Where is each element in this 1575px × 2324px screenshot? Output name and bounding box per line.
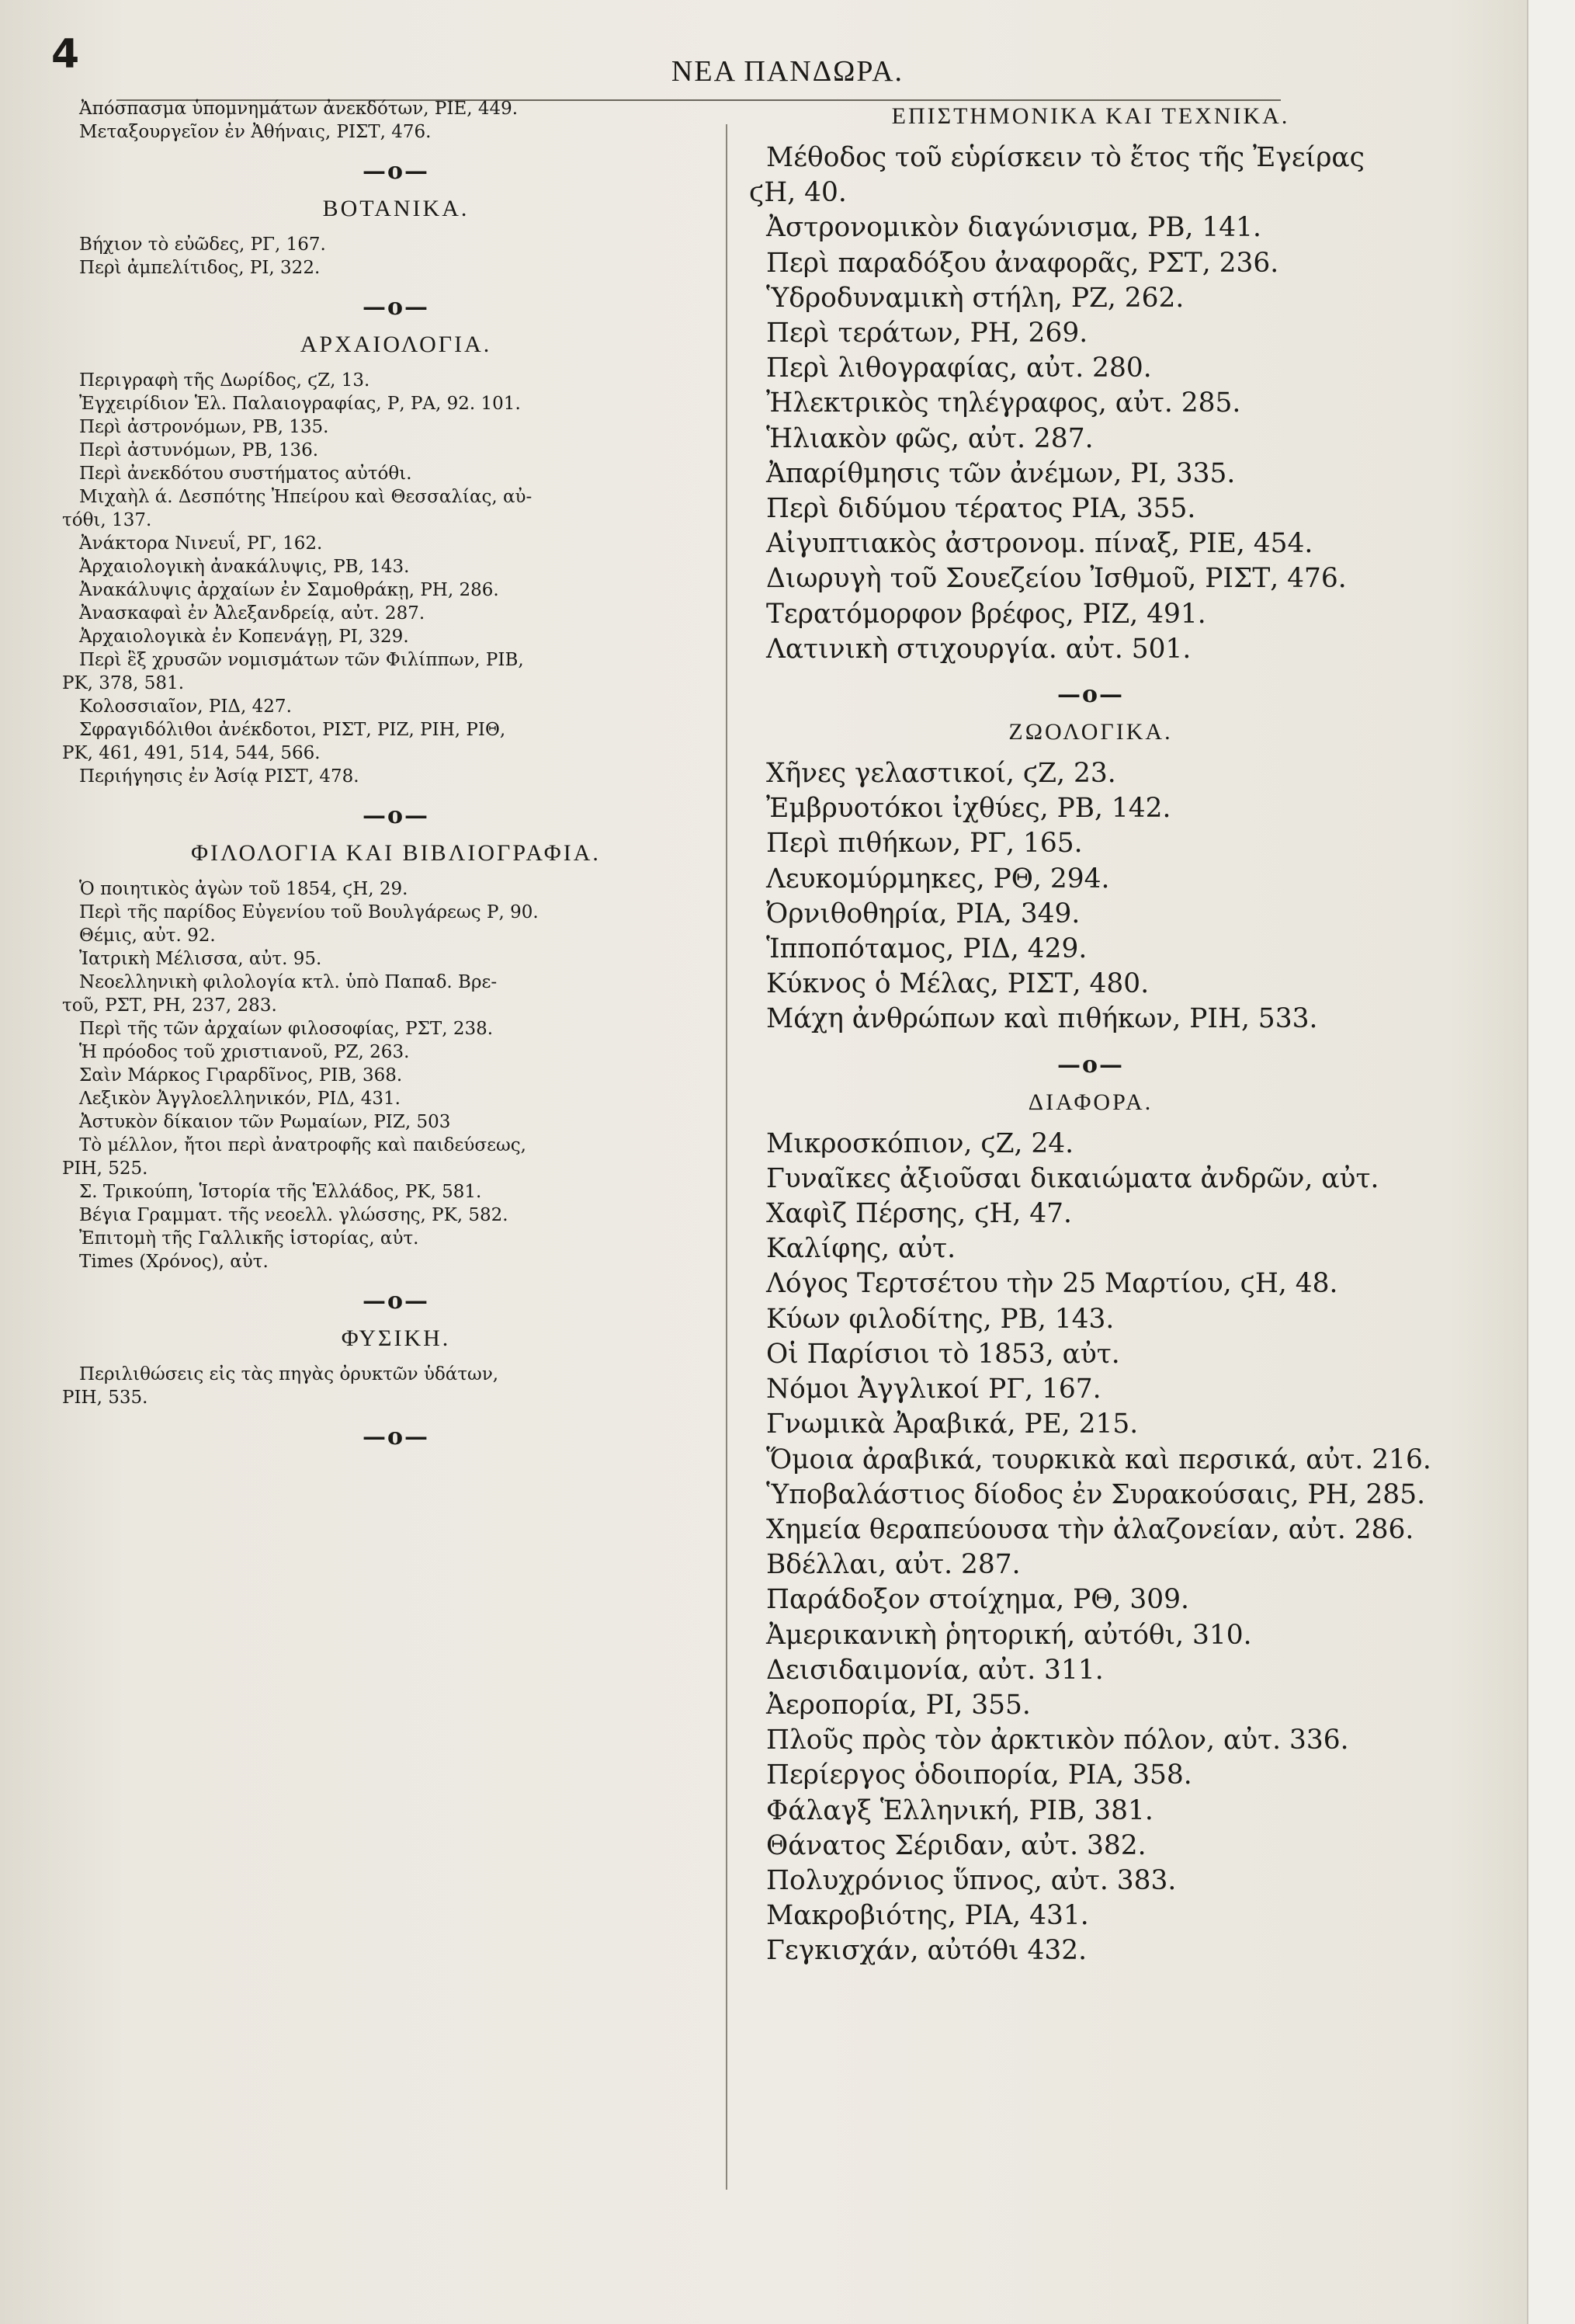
section-separator: —o— — [362, 802, 429, 829]
section-title: ΑΡΧΑΙΟΛΟΓΙΑ. — [300, 332, 492, 357]
index-entry: Μικροσκόπιον, ϛΖ, 24. — [766, 1127, 1074, 1159]
index-entry: Ἀνακάλυψις ἀρχαίων ἐν Σαμοθράκῃ, ΡΗ, 286. — [79, 580, 499, 600]
section-title: ΔΙΑΦΟΡΑ. — [1028, 1089, 1153, 1115]
section-title: ΖΩΟΛΟΓΙΚΑ. — [1008, 719, 1173, 745]
index-entry: Ἐγχειρίδιον Ἑλ. Παλαιογραφίας, Ρ, ΡΑ, 92. 101. — [79, 394, 521, 414]
section-title: ΦΙΛΟΛΟΓΙΑ ΚΑΙ ΒΙΒΛΙΟΓΡΑΦΙΑ. — [191, 840, 601, 866]
index-entry: Θέμις, αὐτ. 92. — [79, 926, 216, 946]
index-entry: Χαφὶζ Πέρσης, ϛΗ, 47. — [766, 1198, 1072, 1230]
index-entry: Ἐμβρυοτόκοι ἰχθύες, ΡΒ, 142. — [766, 793, 1171, 825]
index-entry: Ἀμερικανικὴ ῥητορική, αὐτόθι, 310. — [766, 1619, 1252, 1651]
index-entry: Ἱπποπόταμος, ΡΙΔ, 429. — [766, 933, 1088, 965]
index-entry: Ἀρχαιολογικὴ ἀνακάλυψις, ΡΒ, 143. — [79, 557, 410, 577]
index-entry: Περὶ πιθήκων, ΡΓ, 165. — [766, 828, 1083, 860]
index-entry: Περιλιθώσεις εἰς τὰς πηγὰς ὀρυκτῶν ὑδάτων, — [79, 1364, 499, 1384]
index-entry: Ἠλεκτρικὸς τηλέγραφος, αὐτ. 285. — [766, 387, 1241, 419]
index-entry: Μεταξουργεῖον ἐν Ἀθήναις, ΡΙΣΤ, 476. — [79, 122, 432, 142]
index-entry: Περὶ ἀστυνόμων, ΡΒ, 136. — [79, 440, 319, 460]
index-entry: Περὶ τῆς τῶν ἀρχαίων φιλοσοφίας, ΡΣΤ, 238. — [79, 1019, 494, 1039]
section-separator: —o— — [1056, 1051, 1124, 1079]
index-entry: Λεξικὸν Ἀγγλοελληνικόν, ΡΙΔ, 431. — [79, 1089, 401, 1109]
section-separator: —o— — [1056, 681, 1124, 709]
index-entry: Σ. Τρικούπη, Ἱστορία τῆς Ἑλλάδος, ΡΚ, 581. — [79, 1182, 482, 1202]
index-entry: Γεγκισχάν, αὐτόθι 432. — [766, 1935, 1088, 1967]
index-entry: Περὶ διδύμου τέρατος ΡΙΑ, 355. — [766, 493, 1196, 525]
index-entry-continuation: τοῦ, ΡΣΤ, ΡΗ, 237, 283. — [62, 995, 277, 1016]
section-separator: —o— — [362, 1423, 429, 1450]
index-entry: Νόμοι Ἀγγλικοί ΡΓ, 167. — [766, 1374, 1101, 1405]
index-entry: Οἱ Παρίσιοι τὸ 1853, αὐτ. — [766, 1338, 1120, 1370]
index-entry: Γυναῖκες ἀξιοῦσαι δικαιώματα ἀνδρῶν, αὐτ. — [766, 1162, 1379, 1194]
index-entry: Ὅμοια ἀραβικά, τουρκικὰ καὶ περσικά, αὐτ. 216. — [766, 1443, 1431, 1475]
index-entry: Κολοσσιαῖον, ΡΙΔ, 427. — [79, 697, 292, 717]
index-entry: Ὀρνιθοθηρία, ΡΙΑ, 349. — [766, 898, 1081, 929]
index-entry-continuation: ΡΚ, 461, 491, 514, 544, 566. — [62, 743, 321, 763]
index-entry: Πολυχρόνιος ὕπνος, αὐτ. 383. — [766, 1864, 1177, 1896]
index-entry-continuation: ΡΙΗ, 535. — [62, 1388, 148, 1408]
index-entry: Ἡ πρόοδος τοῦ χριστιανοῦ, ΡΖ, 263. — [79, 1042, 410, 1062]
section-separator: —o— — [362, 1287, 429, 1315]
index-entry-continuation: ΡΙΗ, 525. — [62, 1159, 148, 1179]
section-title: ΒΟΤΑΝΙΚΑ. — [322, 196, 470, 221]
index-entry: Λευκομύρμηκες, ΡΘ, 294. — [766, 863, 1110, 895]
index-entry: Times (Χρόνος), αὐτ. — [79, 1252, 269, 1272]
index-entry: Μιχαὴλ ά. Δεσπότης Ἠπείρου καὶ Θεσσαλίας, αὐ- — [79, 487, 533, 507]
index-entry: Περὶ ἀστρονόμων, ΡΒ, 135. — [79, 417, 329, 437]
index-entry: Κύκνος ὁ Μέλας, ΡΙΣΤ, 480. — [766, 968, 1150, 1000]
index-entry: Μακροβιότης, ΡΙΑ, 431. — [766, 1900, 1089, 1932]
index-entry: Σφραγιδόλιθοι ἀνέκδοτοι, ΡΙΣΤ, ΡΙΖ, ΡΙΗ, ΡΙΘ, — [79, 720, 506, 740]
index-entry: Τὸ μέλλον, ἤτοι περὶ ἀνατροφῆς καὶ παιδεύσεως, — [79, 1135, 526, 1155]
index-entry: Νεοελληνικὴ φιλολογία κτλ. ὑπὸ Παπαδ. Βρε- — [79, 972, 498, 992]
index-entry: Περιγραφὴ τῆς Δωρίδος, ϛΖ, 13. — [79, 370, 370, 391]
page-edge-strip — [1527, 0, 1575, 2324]
index-entry-continuation: ΡΚ, 378, 581. — [62, 673, 185, 693]
index-entry: Λόγος Τερτσέτου τὴν 25 Μαρτίου, ϛΗ, 48. — [766, 1268, 1338, 1300]
index-entry: Λατινικὴ στιχουργία. αὐτ. 501. — [766, 633, 1192, 665]
section-title: ΕΠΙΣΤΗΜΟΝΙΚΑ ΚΑΙ ΤΕΧΝΙΚΑ. — [891, 103, 1290, 129]
index-entry: Ἰατρικὴ Μέλισσα, αὐτ. 95. — [79, 949, 322, 969]
index-entry: Τερατόμορφον βρέφος, ΡΙΖ, 491. — [766, 598, 1206, 630]
index-entry: Πλοῦς πρὸς τὸν ἀρκτικὸν πόλον, αὐτ. 336. — [766, 1725, 1349, 1756]
index-entry: Ἀρχαιολογικὰ ἐν Κοπενάγῃ, ΡΙ, 329. — [79, 627, 409, 647]
index-entry: Χῆνες γελαστικοί, ϛΖ, 23. — [766, 758, 1116, 790]
index-entry: Περὶ λιθογραφίας, αὐτ. 280. — [766, 353, 1152, 384]
index-entry: Ὑδροδυναμικὴ στήλη, ΡΖ, 262. — [766, 282, 1185, 314]
index-entry: Ἀστυκὸν δίκαιον τῶν Ρωμαίων, ΡΙΖ, 503 — [79, 1112, 451, 1132]
index-entry: Ἡλιακὸν φῶς, αὐτ. 287. — [766, 422, 1094, 454]
index-entry: Περὶ ἓξ χρυσῶν νομισμάτων τῶν Φιλίππων, ΡΙΒ, — [79, 650, 524, 670]
index-entry: Βήχιον τὸ εὐῶδες, ΡΓ, 167. — [79, 234, 326, 255]
section-separator: —o— — [362, 294, 429, 321]
index-entry: Ἀπαρίθμησις τῶν ἀνέμων, ΡΙ, 335. — [766, 457, 1236, 489]
index-entry: Περὶ ἀμπελίτιδος, ΡΙ, 322. — [79, 258, 321, 278]
index-entry: Κύων φιλοδίτης, ΡΒ, 143. — [766, 1303, 1115, 1335]
index-entry: Περὶ τεράτων, ΡΗ, 269. — [766, 318, 1088, 349]
page-number: 4 — [51, 31, 80, 78]
index-entry: Καλίφης, αὐτ. — [766, 1233, 956, 1265]
right-column — [749, 97, 1432, 1969]
section-separator: —o— — [362, 158, 429, 185]
index-entry: Ἀπόσπασμα ὑπομνημάτων ἀνεκδότων, ΡΙΕ, 449. — [79, 99, 519, 119]
index-entry: Σαὶν Μάρκος Γιραρδῖνος, ΡΙΒ, 368. — [79, 1065, 403, 1086]
index-entry: Δεισιδαιμονία, αὐτ. 311. — [766, 1654, 1104, 1686]
index-entry: Ἀνασκαφαὶ ἐν Ἀλεξανδρείᾳ, αὐτ. 287. — [79, 603, 425, 624]
index-entry: Διωρυγὴ τοῦ Σουεζείου Ἰσθμοῦ, ΡΙΣΤ, 476. — [766, 563, 1347, 595]
index-entry: Ἀεροπορία, ΡΙ, 355. — [766, 1689, 1031, 1721]
running-head: ΝΕΑ ΠΑΝΔΩΡΑ. — [671, 55, 904, 88]
index-entry: Γνωμικὰ Ἀραβικά, ΡΕ, 215. — [766, 1409, 1139, 1440]
index-entry: Μέθοδος τοῦ εὑρίσκειν τὸ ἔτος τῆς Ἐγείρας — [766, 142, 1365, 173]
index-entry: Βέγια Γραμματ. τῆς νεοελλ. γλώσσης, ΡΚ, 582. — [79, 1205, 508, 1225]
index-entry: Μάχη ἀνθρώπων καὶ πιθήκων, ΡΙΗ, 533. — [766, 1003, 1318, 1035]
index-entry: Αἰγυπτιακὸς ἀστρονομ. πίναξ, ΡΙΕ, 454. — [766, 528, 1313, 560]
index-entry: Περὶ παραδόξου ἀναφορᾶς, ΡΣΤ, 236. — [766, 247, 1279, 279]
index-entry: Περὶ τῆς παρίδος Εὐγενίου τοῦ Βουλγάρεως Ρ, 90. — [79, 902, 539, 922]
index-entry: Χημεία θεραπεύουσα τὴν ἀλαζονείαν, αὐτ. 286. — [766, 1513, 1414, 1545]
index-entry: Ὑποβαλάστιος δίοδος ἐν Συρακούσαις, ΡΗ, 285. — [766, 1478, 1426, 1510]
index-entry: Περὶ ἀνεκδότου συστήματος αὐτόθι. — [79, 464, 412, 484]
index-entry: Βδέλλαι, αὐτ. 287. — [766, 1549, 1021, 1581]
index-entry: Περίεργος ὁδοιπορία, ΡΙΑ, 358. — [766, 1760, 1192, 1791]
index-entry: Φάλαγξ Ἑλληνική, ΡΙΒ, 381. — [766, 1794, 1153, 1826]
index-entry-continuation: ϛΗ, 40. — [749, 177, 847, 209]
index-entry: Ἀνάκτορα Νινευΐ, ΡΓ, 162. — [79, 533, 323, 554]
index-entry-continuation: τόθι, 137. — [62, 510, 152, 530]
left-column — [62, 97, 730, 1461]
index-entry: Ὁ ποιητικὸς ἀγὼν τοῦ 1854, ϛΗ, 29. — [79, 879, 408, 899]
index-entry: Ἀστρονομικὸν διαγώνισμα, ΡΒ, 141. — [766, 212, 1261, 244]
section-title: ΦΥΣΙΚΗ. — [341, 1325, 451, 1351]
index-entry: Ἐπιτομὴ τῆς Γαλλικῆς ἱστορίας, αὐτ. — [79, 1228, 419, 1249]
index-entry: Παράδοξον στοίχημα, ΡΘ, 309. — [766, 1584, 1189, 1616]
index-entry: Περιήγησις ἐν Ἀσίᾳ ΡΙΣΤ, 478. — [79, 766, 359, 787]
index-entry: Θάνατος Σέριδαν, αὐτ. 382. — [766, 1829, 1147, 1861]
